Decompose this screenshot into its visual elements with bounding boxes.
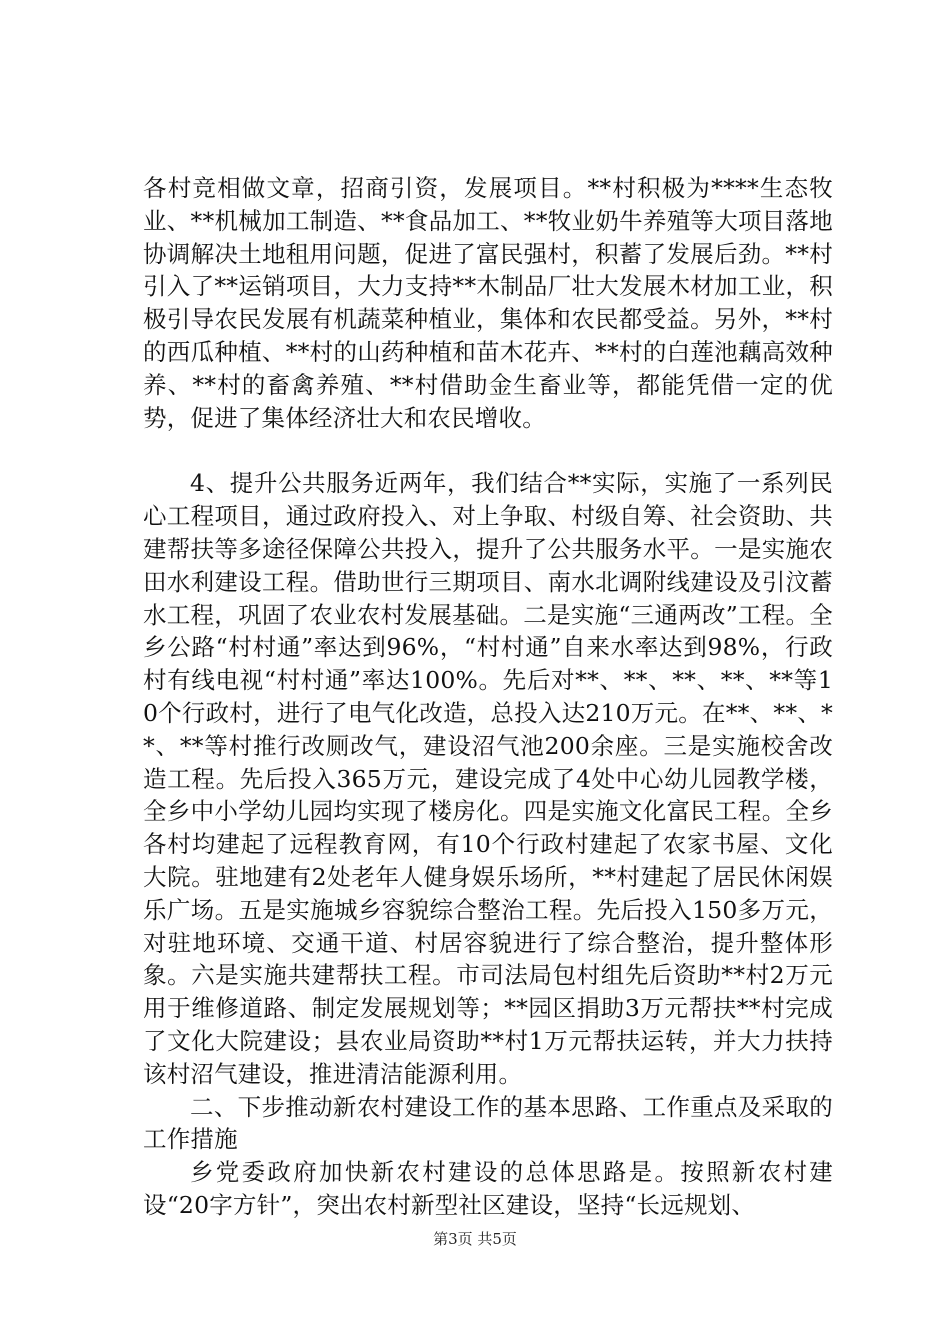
paragraph-gap [143, 434, 833, 467]
paragraph-village-projects: 各村竞相做文章，招商引资，发展项目。**村积极为****生态牧业、**机械加工制造、**食品加工、**牧业奶牛养殖等大项目落地协调解决土地租用问题，促进了富民强村，积蓄了发展后劲。**村引入了**运销项目，大力支持**木制品厂壮大发展木材加工业，积极引导农民发展有机蔬菜种植业，集体和农民都受益。另外，**村的西瓜种植、**村的山药种植和苗木花卉、**村的白莲池藕高效种养、**村的畜禽养殖、**村借助金生畜业等，都能凭借一定的优势，促进了集体经济壮大和农民增收。 [143, 174, 833, 432]
paragraph-overall-approach: 乡党委政府加快新农村建设的总体思路是。按照新农村建设“20字方针”，突出农村新型社区建设，坚持“长远规划、 [143, 1158, 833, 1219]
page-footer: 第3页 共5页 [433, 1230, 517, 1248]
document-body [143, 172, 833, 1222]
section-heading-next-steps: 二、下步推动新农村建设工作的基本思路、工作重点及采取的工作措施 [143, 1092, 833, 1154]
paragraph-public-services: 4、提升公共服务近两年，我们结合**实际，实施了一系列民心工程项目，通过政府投入、对上争取、村级自筹、社会资助、共建帮扶等多途径保障公共投入，提升了公共服务水平。一是实施农田水利建设工程。借助世行三期项目、南水北调附线建设及引汶蓄水工程，巩固了农业农村发展基础。二是实施“三通两改”工程。全乡公路“村村通”率达到96%，“村村通”自来水率达到98%，行政村有线电视“村村通”率达100%。先后对**、**、**、**、**等10个行政村，进行了电气化改造，总投入达210万元。在**、**、**、**等村推行改厕改气，建设沼气池200余座。三是实施校舍改造工程。先后投入365万元，建设完成了4处中心幼儿园教学楼，全乡中小学幼儿园均实现了楼房化。四是实施文化富民工程。全乡各村均建起了远程教育网，有10个行政村建起了农家书屋、文化大院。驻地建有2处老年人健身娱乐场所，**村建起了居民休闲娱乐广场。五是实施城乡容貌综合整治工程。先后投入150多万元，对驻地环境、交通干道、村居容貌进行了综合整治，提升整体形象。六是实施共建帮扶工程。市司法局包村组先后资助**村2万元用于维修道路、制定发展规划等；**园区捐助3万元帮扶**村完成了文化大院建设；县农业局资助**村1万元帮扶运转，并大力扶持该村沼气建设，推进清洁能源利用。 [143, 469, 833, 1088]
